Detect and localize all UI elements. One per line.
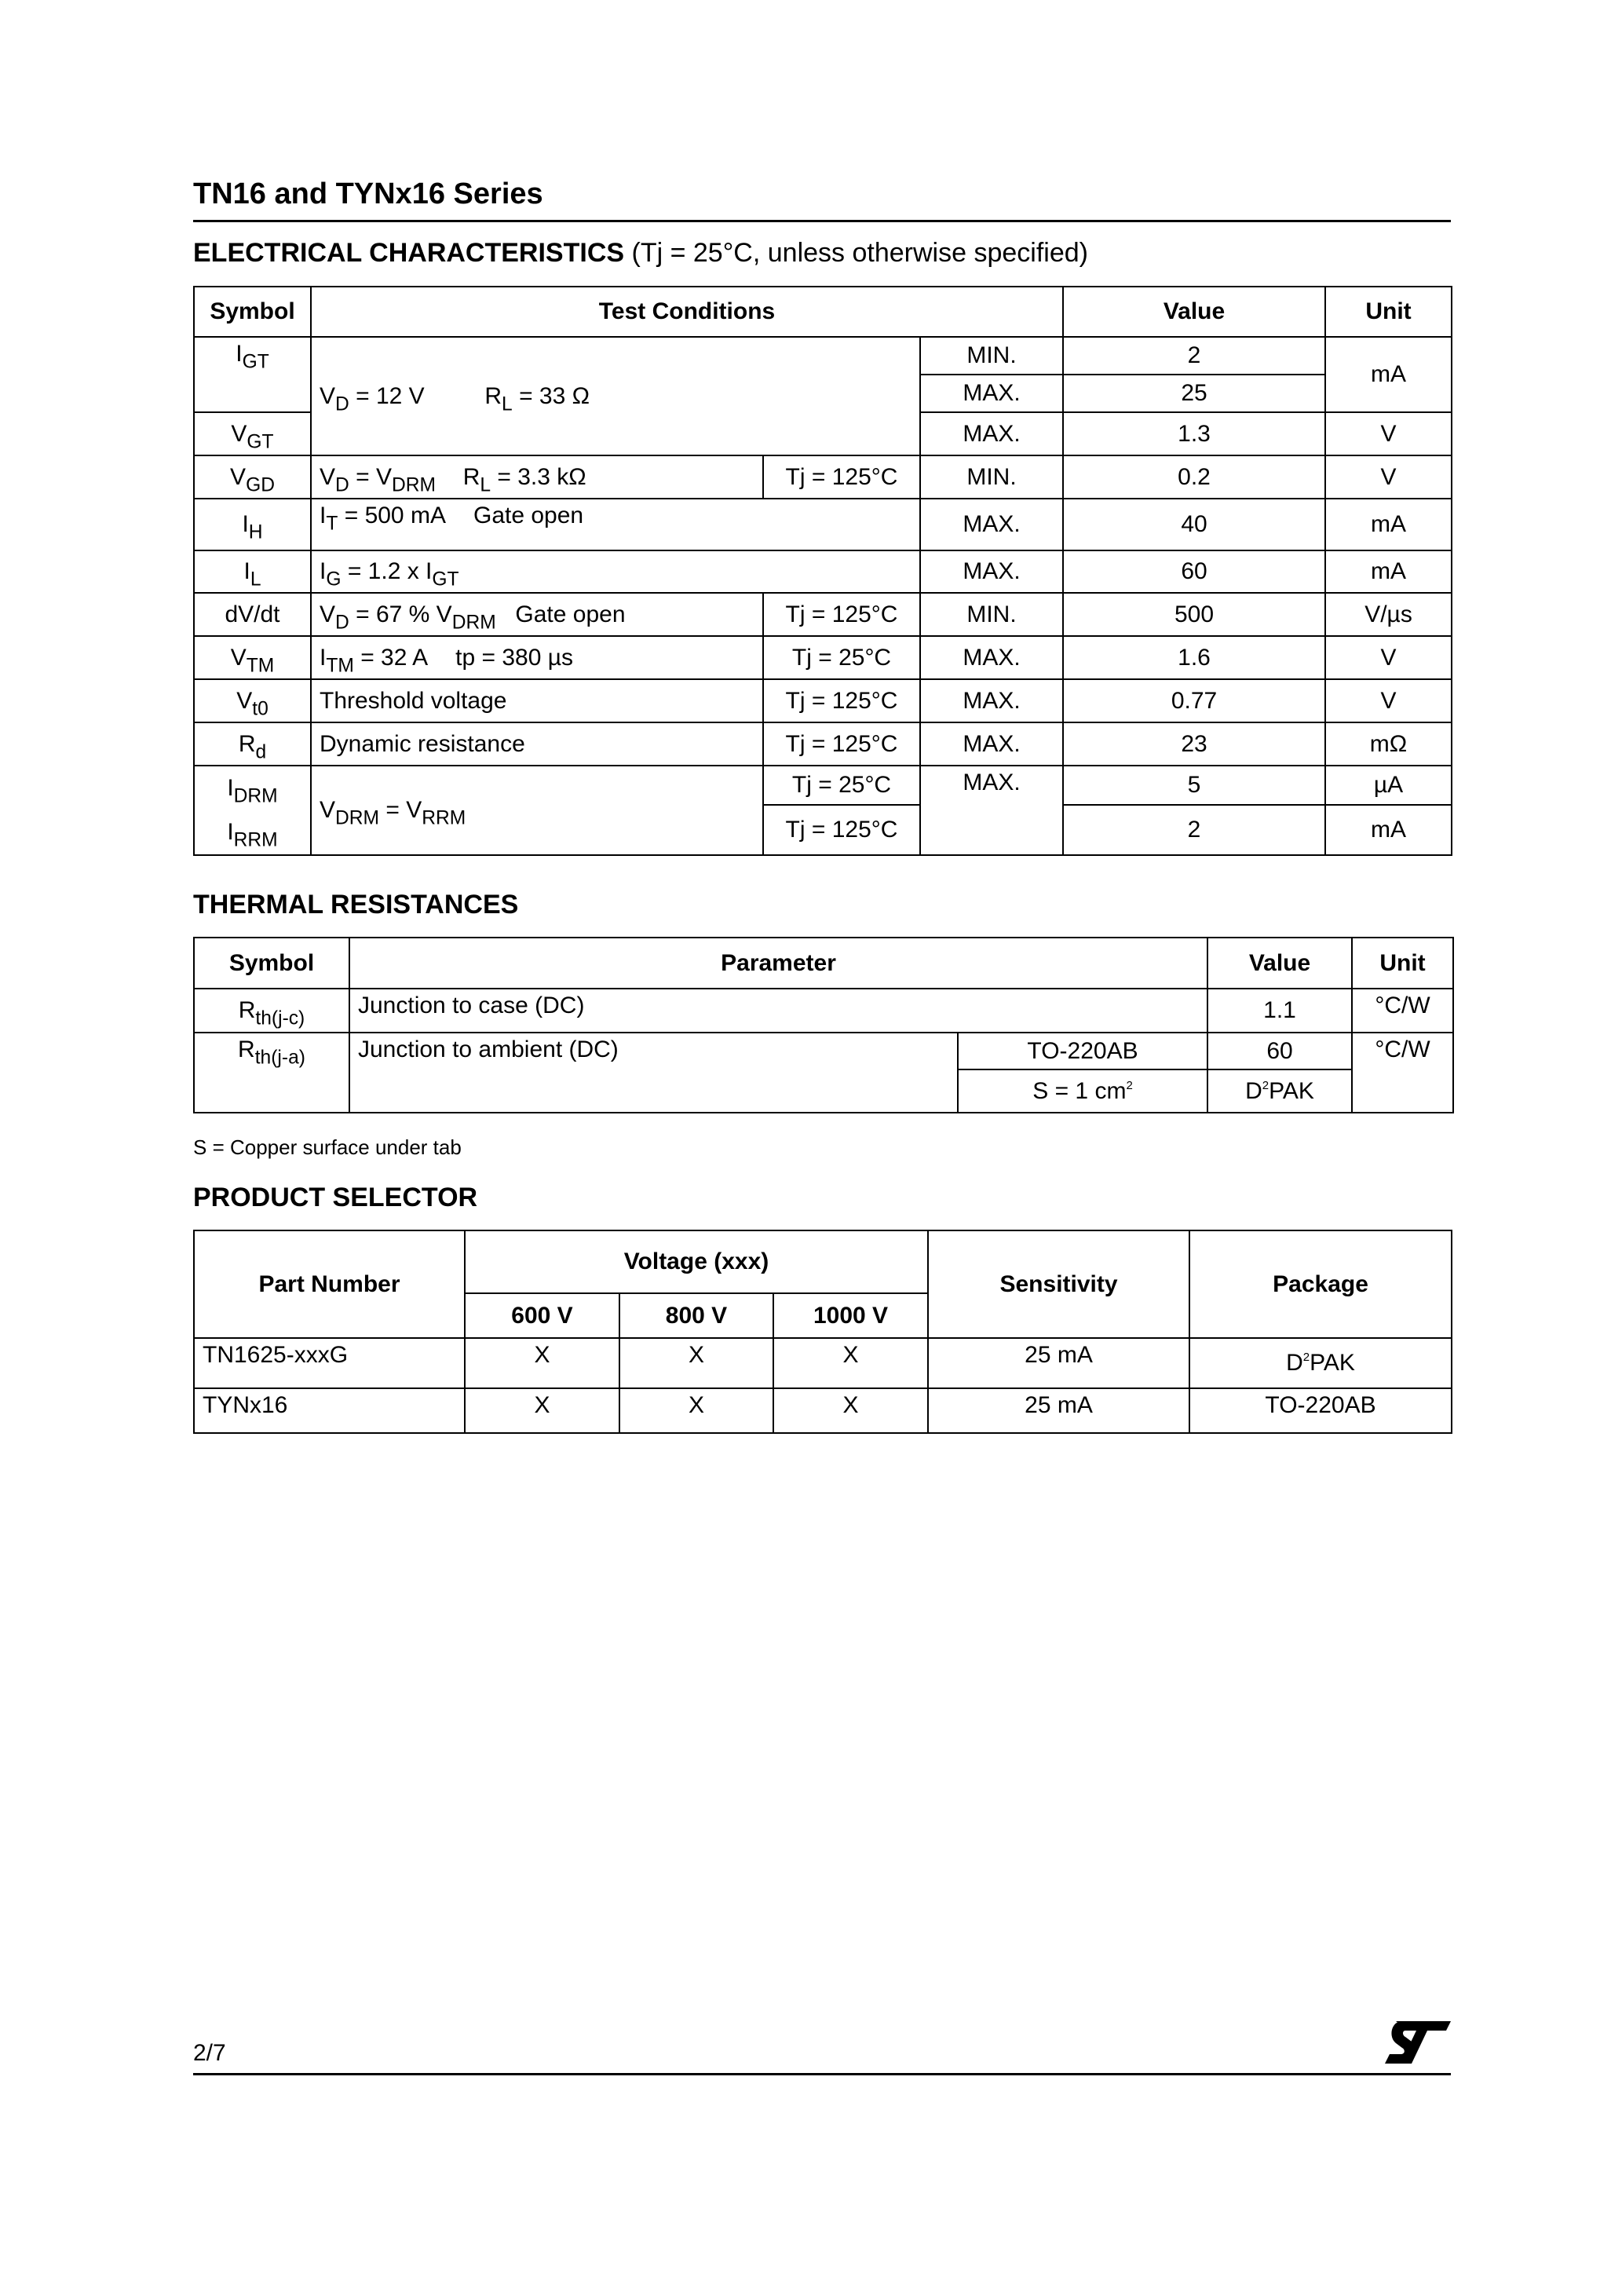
surface-condition: S = 1 $cm^2$ [958, 1069, 1207, 1113]
il-unit: mA [1325, 550, 1452, 593]
voltage-800: X [619, 1338, 773, 1388]
symbol-vtm: $V_{TM}$ [194, 636, 311, 679]
part-number: TN1625-xxxG [194, 1338, 465, 1388]
dvdt-unit: V/µs [1325, 593, 1452, 636]
symbol-il: $I_L$ [194, 550, 311, 593]
voltage-600: X [465, 1388, 619, 1433]
header-sensitivity: Sensitivity [928, 1230, 1189, 1338]
symbol-rth-jc: $R_{th(j-c)}$ [194, 989, 349, 1033]
thermal-note: S = Copper surface under tab [193, 1135, 462, 1159]
igt-min-label: MIN. [920, 337, 1063, 375]
igt-min-value: 2 [1063, 337, 1325, 375]
idrm-unit: µA [1325, 766, 1452, 805]
vt0-temp: Tj = 125°C [763, 679, 920, 722]
footer-rule [193, 2073, 1451, 2075]
table-row [194, 1033, 1453, 1069]
symbol-igt: $I_{GT}$ [194, 337, 311, 412]
header-parameter: Parameter [349, 938, 1207, 989]
dvdt-value: 500 [1063, 593, 1325, 636]
table-row [194, 593, 1452, 636]
header-symbol: Symbol [194, 287, 311, 337]
selector-section-title: PRODUCT SELECTOR [193, 1183, 478, 1212]
vtm-minmax: MAX. [920, 636, 1063, 679]
thermal-section-title: THERMAL RESISTANCES [193, 890, 519, 919]
vt0-value: 0.77 [1063, 679, 1325, 722]
table-header-row [194, 287, 1452, 337]
table-row [194, 989, 1453, 1033]
product-selector-table [193, 1230, 1452, 1434]
package: $D^2PAK$ [1189, 1338, 1452, 1388]
table-header-row [194, 1230, 1452, 1293]
condition-vd-rl: $V_D = 12$ V $R_L = 33$ Ω [311, 337, 920, 455]
vtm-unit: V [1325, 636, 1452, 679]
idrm-temp: Tj = 25°C [763, 766, 920, 805]
symbol-ih: $I_H$ [194, 499, 311, 550]
electrical-section-title [193, 238, 1088, 269]
document-title: TN16 and TYNx16 Series [193, 177, 543, 210]
rth-ja-unit: °C/W [1352, 1033, 1453, 1113]
vtm-temp: Tj = 25°C [763, 636, 920, 679]
vgd-condition: $V_D = V_{DRM}$ $R_L = 3.3$ kΩ [311, 455, 763, 499]
vtm-condition: $I_{TM} = 32$ A tp = 380 µs [311, 636, 763, 679]
igt-unit: mA [1325, 337, 1452, 412]
symbol-rth-ja: $R_{th(j-a)}$ [194, 1033, 349, 1113]
il-minmax: MAX. [920, 550, 1063, 593]
st-logo-icon [1385, 2020, 1451, 2065]
igt-max-label: MAX. [920, 375, 1063, 412]
vgd-minmax: MIN. [920, 455, 1063, 499]
sensitivity: 25 mA [928, 1388, 1189, 1433]
electrical-title-bold: ELECTRICAL CHARACTERISTICS [193, 238, 625, 268]
table-row [194, 722, 1452, 766]
param-junction-ambient: Junction to ambient (DC) [349, 1033, 958, 1113]
symbol-irrm: $I_{RRM}$ [227, 819, 278, 851]
param-junction-case: Junction to case (DC) [349, 989, 1207, 1033]
header-600v: 600 V [465, 1293, 619, 1338]
header-package: Package [1189, 1230, 1452, 1338]
rd-value: 23 [1063, 722, 1325, 766]
dvdt-temp: Tj = 125°C [763, 593, 920, 636]
rd-temp: Tj = 125°C [763, 722, 920, 766]
header-value: Value [1063, 287, 1325, 337]
irrm-unit: mA [1325, 805, 1452, 855]
vt0-condition: Threshold voltage [311, 679, 763, 722]
vtm-value: 1.6 [1063, 636, 1325, 679]
irrm-value: 2 [1063, 805, 1325, 855]
header-rule [193, 220, 1451, 222]
rd-condition: Dynamic resistance [311, 722, 763, 766]
header-unit: Unit [1352, 938, 1453, 989]
table-row [194, 1338, 1452, 1388]
vt0-unit: V [1325, 679, 1452, 722]
electrical-characteristics-table [193, 286, 1452, 856]
header-unit: Unit [1325, 287, 1452, 337]
voltage-800: X [619, 1388, 773, 1433]
symbol-idrm: $I_{DRM}$ [227, 775, 278, 807]
rth-jc-value: 1.1 [1207, 989, 1352, 1033]
vgd-value: 0.2 [1063, 455, 1325, 499]
igt-max-value: 25 [1063, 375, 1325, 412]
package-d2pak: $D^2PAK$ [1207, 1069, 1352, 1113]
symbol-vgd: $V_{GD}$ [194, 455, 311, 499]
header-voltage: Voltage (xxx) [465, 1230, 928, 1293]
rth-jc-unit: °C/W [1352, 989, 1453, 1033]
header-symbol: Symbol [194, 938, 349, 989]
header-1000v: 1000 V [773, 1293, 928, 1338]
ih-condition: $I_T = 500$ mA Gate open [311, 499, 920, 550]
table-row [194, 1388, 1452, 1433]
table-row [194, 455, 1452, 499]
voltage-600: X [465, 1338, 619, 1388]
header-part-number: Part Number [194, 1230, 465, 1338]
vt0-minmax: MAX. [920, 679, 1063, 722]
vgt-minmax: MAX. [920, 412, 1063, 455]
voltage-1000: X [773, 1388, 928, 1433]
table-row [194, 550, 1452, 593]
idrm-minmax: MAX. [920, 766, 1063, 855]
table-header-row [194, 938, 1453, 989]
header-800v: 800 V [619, 1293, 773, 1338]
symbol-vgt: $V_{GT}$ [194, 412, 311, 455]
symbol-dvdt: dV/dt [194, 593, 311, 636]
package: TO-220AB [1189, 1388, 1452, 1433]
part-number: TYNx16 [194, 1388, 465, 1433]
table-row [194, 636, 1452, 679]
package-to220ab: TO-220AB [958, 1033, 1207, 1069]
dvdt-minmax: MIN. [920, 593, 1063, 636]
symbol-vt0: $V_{t0}$ [194, 679, 311, 722]
sensitivity: 25 mA [928, 1338, 1189, 1388]
page-number: 2/7 [193, 2040, 226, 2066]
vgd-temp: Tj = 125°C [763, 455, 920, 499]
table-row [194, 337, 1452, 375]
electrical-title-note: (Tj = 25°C, unless otherwise specified) [631, 238, 1088, 268]
table-row [194, 766, 1452, 805]
il-condition: $I_G = 1.2$ x $I_{GT}$ [311, 550, 920, 593]
symbol-rd: $R_d$ [194, 722, 311, 766]
thermal-resistances-table [193, 937, 1454, 1113]
idrm-value: 5 [1063, 766, 1325, 805]
symbol-idrm-irrm [194, 766, 311, 855]
ih-unit: mA [1325, 499, 1452, 550]
idrm-condition: $V_{DRM} = V_{RRM}$ [311, 766, 763, 855]
rd-unit: mΩ [1325, 722, 1452, 766]
ih-value: 40 [1063, 499, 1325, 550]
vgt-unit: V [1325, 412, 1452, 455]
table-row [194, 499, 1452, 550]
rd-minmax: MAX. [920, 722, 1063, 766]
irrm-temp: Tj = 125°C [763, 805, 920, 855]
il-value: 60 [1063, 550, 1325, 593]
dvdt-condition: $V_D = 67$ % $V_{DRM}$ Gate open [311, 593, 763, 636]
header-test-conditions: Test Conditions [311, 287, 1063, 337]
vgd-unit: V [1325, 455, 1452, 499]
rth-ja-value-to220ab: 60 [1207, 1033, 1352, 1069]
table-row [194, 679, 1452, 722]
header-value: Value [1207, 938, 1352, 989]
voltage-1000: X [773, 1338, 928, 1388]
vgt-value: 1.3 [1063, 412, 1325, 455]
ih-minmax: MAX. [920, 499, 1063, 550]
